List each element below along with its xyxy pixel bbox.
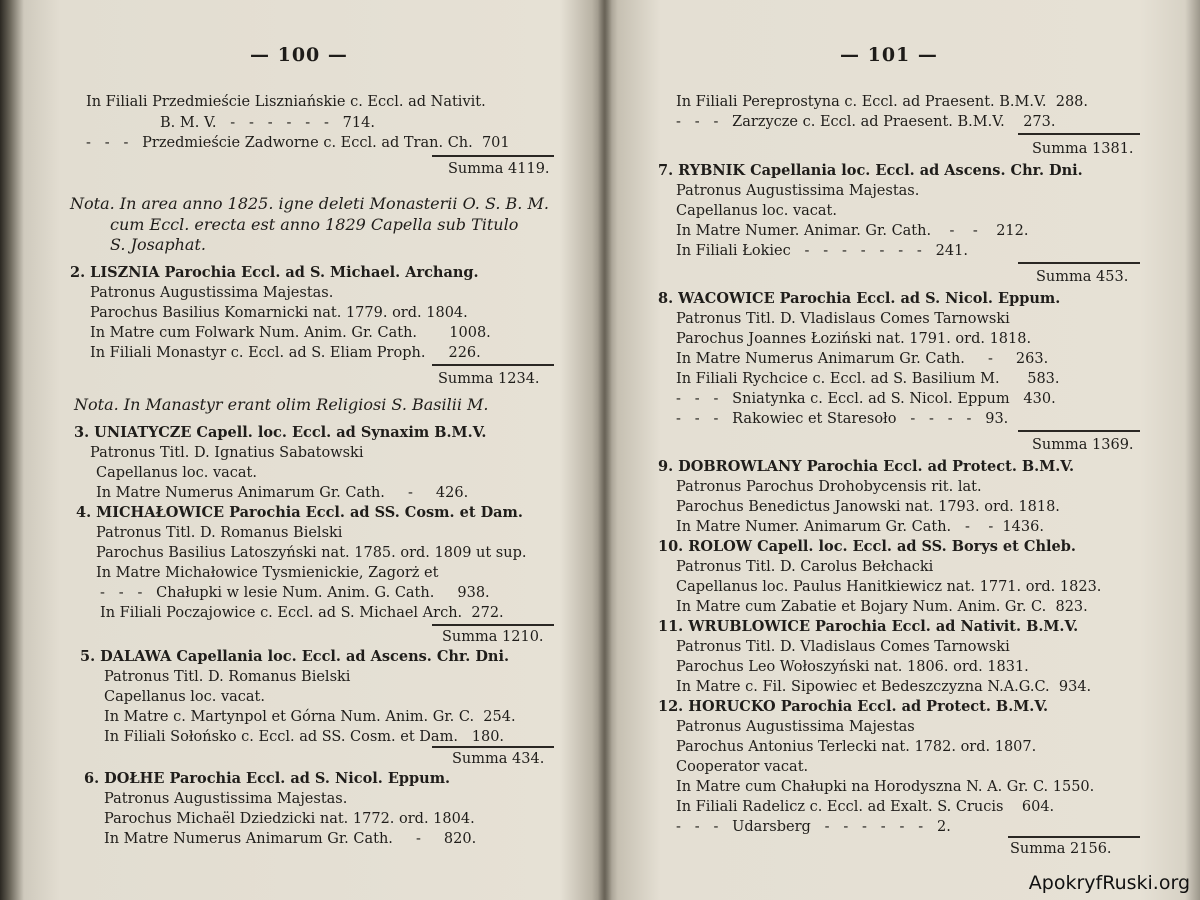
sum-rule	[432, 746, 554, 748]
entry-heading: 11. WRUBLOWICE Parochia Eccl. ad Nativit. B.M.V.	[658, 618, 1079, 635]
sum-rule	[1008, 836, 1140, 838]
entry-heading: 5. DALAWA Capellania loc. Eccl. ad Ascens. Chr. Dni.	[80, 648, 510, 665]
page-number: — 100 —	[250, 44, 348, 66]
text-line: In Filiali Radelicz c. Eccl. ad Exalt. S. Crucis 604.	[676, 799, 1055, 815]
entry-heading: 2. LISZNIA Parochia Eccl. ad S. Michael. Archang.	[70, 264, 479, 281]
note-line: Nota. In area anno 1825. igne deleti Monasterii O. S. B. M.	[70, 194, 549, 213]
summa-line: Summa 2156.	[1010, 841, 1112, 857]
entry-heading: 7. RYBNIK Capellania loc. Eccl. ad Ascens. Chr. Dni.	[658, 162, 1083, 179]
text-line: Cooperator vacat.	[676, 759, 809, 775]
sum-rule	[1018, 133, 1140, 135]
summa-line: Summa 453.	[1036, 269, 1129, 285]
entry-heading: 9. DOBROWLANY Parochia Eccl. ad Protect. B.M.V.	[658, 458, 1075, 475]
text-line: Parochus Michaël Dziedzicki nat. 1772. ord. 1804.	[104, 811, 475, 827]
text-line: In Filiali Przedmieście Liszniańskie c. Eccl. ad Nativit.	[86, 94, 486, 110]
text-line: Patronus Augustissima Majestas.	[90, 285, 334, 301]
note-line: Nota. In Manastyr erant olim Religiosi S. Basilii M.	[74, 395, 489, 414]
sum-rule	[432, 364, 554, 366]
summa-line: Summa 1210.	[442, 629, 544, 645]
entry-heading: 6. DOŁHE Parochia Eccl. ad S. Nicol. Eppum.	[84, 770, 451, 787]
text-line: Parochus Joannes Łoziński nat. 1791. ord. 1818.	[676, 331, 1032, 347]
entry-heading: 3. UNIATYCZE Capell. loc. Eccl. ad Synaxim B.M.V.	[74, 424, 487, 441]
text-line: - - - Zarzycze c. Eccl. ad Praesent. B.M.V. 273.	[676, 114, 1056, 130]
text-line: In Matre c. Fil. Sipowiec et Bedeszczyzna N.A.G.C. 934.	[676, 679, 1092, 695]
text-line: - - - Sniatynka c. Eccl. ad S. Nicol. Eppum 430.	[676, 391, 1056, 407]
text-line: Capellanus loc. vacat.	[104, 689, 265, 705]
note-line: S. Josaphat.	[110, 235, 206, 254]
text-line: In Filiali Pereprostyna c. Eccl. ad Praesent. B.M.V. 288.	[676, 94, 1089, 110]
entry-heading: 12. HORUCKO Parochia Eccl. ad Protect. B.M.V.	[658, 698, 1049, 715]
text-line: Patronus Parochus Drohobycensis rit. lat.	[676, 479, 982, 495]
text-line: Parochus Antonius Terlecki nat. 1782. ord. 1807.	[676, 739, 1037, 755]
text-line: Parochus Basilius Komarnicki nat. 1779. ord. 1804.	[90, 305, 468, 321]
summa-line: Summa 1234.	[438, 371, 540, 387]
text-line: Patronus Augustissima Majestas.	[104, 791, 348, 807]
sum-rule	[1018, 430, 1140, 432]
text-line: Patronus Titl. D. Vladislaus Comes Tarnowski	[676, 639, 1010, 655]
entry-heading: 4. MICHAŁOWICE Parochia Eccl. ad SS. Cosm. et Dam.	[76, 504, 523, 521]
text-line: In Filiali Monastyr c. Eccl. ad S. Eliam Proph. 226.	[90, 345, 481, 361]
text-line: Patronus Augustissima Majestas	[676, 719, 915, 735]
text-line: - - - Udarsberg - - - - - - 2.	[676, 819, 951, 835]
text-line: In Matre Numer. Animar. Gr. Cath. - - 212.	[676, 223, 1029, 239]
text-line: Patronus Titl. D. Romanus Bielski	[104, 669, 351, 685]
text-line: B. M. V. - - - - - - 714.	[160, 115, 375, 131]
text-line: In Matre Michałowice Tysmienickie, Zagorż et	[96, 565, 439, 581]
text-line: - - - Przedmieście Zadworne c. Eccl. ad Tran. Ch. 701	[86, 135, 510, 151]
text-line: Patronus Titl. D. Carolus Bełchacki	[676, 559, 934, 575]
note-line: cum Eccl. erecta est anno 1829 Capella sub Titulo	[110, 215, 519, 234]
text-line: Parochus Benedictus Janowski nat. 1793. ord. 1818.	[676, 499, 1060, 515]
text-line: Patronus Augustissima Majestas.	[676, 183, 920, 199]
text-line: Patronus Titl. D. Vladislaus Comes Tarnowski	[676, 311, 1010, 327]
text-line: In Matre c. Martynpol et Górna Num. Anim. Gr. C. 254.	[104, 709, 516, 725]
watermark-text: ApokryfRuski.org	[1028, 872, 1190, 894]
text-line: In Matre Numerus Animarum Gr. Cath. - 263.	[676, 351, 1049, 367]
text-line: Capellanus loc. vacat.	[96, 465, 257, 481]
summa-line: Summa 1369.	[1032, 437, 1134, 453]
text-line: In Filiali Poczajowice c. Eccl. ad S. Michael Arch. 272.	[100, 605, 504, 621]
text-line: In Matre cum Zabatie et Bojary Num. Anim. Gr. C. 823.	[676, 599, 1088, 615]
text-line: - - - Rakowiec et Staresoło - - - - 93.	[676, 411, 1009, 427]
text-line: In Matre Numerus Animarum Gr. Cath. - 820.	[104, 831, 477, 847]
text-line: In Matre cum Folwark Num. Anim. Gr. Cath. 1008.	[90, 325, 491, 341]
summa-line: Summa 1381.	[1032, 141, 1134, 157]
sum-rule	[432, 155, 554, 157]
text-line: Capellanus loc. vacat.	[676, 203, 837, 219]
text-line: Patronus Titl. D. Romanus Bielski	[96, 525, 343, 541]
text-line: In Matre cum Chałupki na Horodyszna N. A. Gr. C. 1550.	[676, 779, 1095, 795]
text-line: Capellanus loc. Paulus Hanitkiewicz nat. 1771. ord. 1823.	[676, 579, 1102, 595]
text-line: In Filiali Sołońsko c. Eccl. ad SS. Cosm. et Dam. 180.	[104, 729, 505, 745]
text-line: In Matre Numerus Animarum Gr. Cath. - 426.	[96, 485, 469, 501]
text-line: Parochus Basilius Latoszyński nat. 1785. ord. 1809 ut sup.	[96, 545, 527, 561]
text-line: - - - Chałupki w lesie Num. Anim. G. Cath. 938.	[100, 585, 490, 601]
entry-heading: 10. ROLOW Capell. loc. Eccl. ad SS. Borys et Chleb.	[658, 538, 1076, 555]
sum-rule	[1018, 262, 1140, 264]
text-line: Patronus Titl. D. Ignatius Sabatowski	[90, 445, 364, 461]
entry-heading: 8. WACOWICE Parochia Eccl. ad S. Nicol. Eppum.	[658, 290, 1061, 307]
sum-rule	[432, 624, 554, 626]
text-line: Parochus Leo Wołoszyński nat. 1806. ord. 1831.	[676, 659, 1029, 675]
text-line: In Filiali Łokiec - - - - - - - 241.	[676, 243, 968, 259]
summa-line: Summa 4119.	[448, 161, 550, 177]
text-line: In Matre Numer. Animarum Gr. Cath. - - 1436.	[676, 519, 1044, 535]
text-line: In Filiali Rychcice c. Eccl. ad S. Basilium M. 583.	[676, 371, 1060, 387]
right-page	[608, 0, 1200, 900]
page-number: — 101 —	[840, 44, 938, 66]
summa-line: Summa 434.	[452, 751, 545, 767]
